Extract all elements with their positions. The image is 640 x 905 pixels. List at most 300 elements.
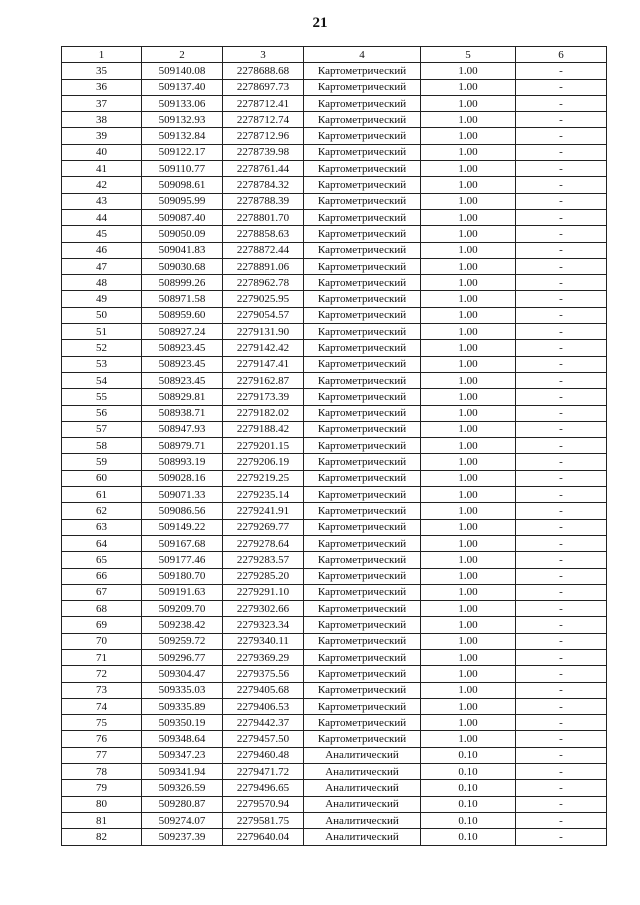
point-number-cell: 77 <box>62 747 142 763</box>
x-coordinate-cell: 509071.33 <box>142 487 223 503</box>
point-number-cell: 69 <box>62 617 142 633</box>
point-number-cell: 70 <box>62 633 142 649</box>
description-cell: - <box>516 764 607 780</box>
accuracy-cell: 1.00 <box>421 601 516 617</box>
method-cell: Картометрический <box>304 698 421 714</box>
table-row <box>62 796 607 812</box>
y-coordinate-cell: 2279182.02 <box>223 405 304 421</box>
point-number-cell: 51 <box>62 324 142 340</box>
y-coordinate-cell: 2278962.78 <box>223 275 304 291</box>
x-coordinate-cell: 508993.19 <box>142 454 223 470</box>
accuracy-cell: 1.00 <box>421 95 516 111</box>
method-cell: Картометрический <box>304 421 421 437</box>
accuracy-cell: 1.00 <box>421 487 516 503</box>
y-coordinate-cell: 2278872.44 <box>223 242 304 258</box>
method-cell: Картометрический <box>304 95 421 111</box>
x-coordinate-cell: 508971.58 <box>142 291 223 307</box>
accuracy-cell: 0.10 <box>421 764 516 780</box>
y-coordinate-cell: 2279375.56 <box>223 666 304 682</box>
accuracy-cell: 0.10 <box>421 780 516 796</box>
y-coordinate-cell: 2279340.11 <box>223 633 304 649</box>
y-coordinate-cell: 2278858.63 <box>223 226 304 242</box>
column-header: 5 <box>421 47 516 63</box>
table-row <box>62 715 607 731</box>
table-row <box>62 764 607 780</box>
y-coordinate-cell: 2279460.48 <box>223 747 304 763</box>
method-cell: Картометрический <box>304 568 421 584</box>
y-coordinate-cell: 2279147.41 <box>223 356 304 372</box>
table-row <box>62 405 607 421</box>
description-cell: - <box>516 698 607 714</box>
description-cell: - <box>516 389 607 405</box>
method-cell: Картометрический <box>304 666 421 682</box>
table-body <box>62 63 607 845</box>
description-cell: - <box>516 503 607 519</box>
table-row <box>62 307 607 323</box>
point-number-cell: 71 <box>62 649 142 665</box>
point-number-cell: 79 <box>62 780 142 796</box>
table-row <box>62 519 607 535</box>
table-row <box>62 128 607 144</box>
method-cell: Картометрический <box>304 389 421 405</box>
method-cell: Картометрический <box>304 340 421 356</box>
accuracy-cell: 1.00 <box>421 731 516 747</box>
accuracy-cell: 1.00 <box>421 666 516 682</box>
y-coordinate-cell: 2279406.53 <box>223 698 304 714</box>
accuracy-cell: 1.00 <box>421 291 516 307</box>
accuracy-cell: 1.00 <box>421 356 516 372</box>
description-cell: - <box>516 552 607 568</box>
method-cell: Картометрический <box>304 682 421 698</box>
method-cell: Аналитический <box>304 764 421 780</box>
y-coordinate-cell: 2278891.06 <box>223 258 304 274</box>
x-coordinate-cell: 509259.72 <box>142 633 223 649</box>
accuracy-cell: 1.00 <box>421 454 516 470</box>
y-coordinate-cell: 2278712.74 <box>223 112 304 128</box>
x-coordinate-cell: 509132.93 <box>142 112 223 128</box>
description-cell: - <box>516 535 607 551</box>
table-row <box>62 682 607 698</box>
table-row <box>62 633 607 649</box>
point-number-cell: 66 <box>62 568 142 584</box>
method-cell: Аналитический <box>304 796 421 812</box>
table-row <box>62 503 607 519</box>
table-row <box>62 666 607 682</box>
table-row <box>62 372 607 388</box>
y-coordinate-cell: 2279054.57 <box>223 307 304 323</box>
x-coordinate-cell: 509296.77 <box>142 649 223 665</box>
point-number-cell: 60 <box>62 470 142 486</box>
description-cell: - <box>516 470 607 486</box>
x-coordinate-cell: 509087.40 <box>142 209 223 225</box>
point-number-cell: 35 <box>62 63 142 79</box>
y-coordinate-cell: 2279323.34 <box>223 617 304 633</box>
table-row <box>62 242 607 258</box>
point-number-cell: 72 <box>62 666 142 682</box>
point-number-cell: 46 <box>62 242 142 258</box>
accuracy-cell: 0.10 <box>421 812 516 828</box>
x-coordinate-cell: 508923.45 <box>142 340 223 356</box>
x-coordinate-cell: 508923.45 <box>142 356 223 372</box>
method-cell: Картометрический <box>304 731 421 747</box>
description-cell: - <box>516 324 607 340</box>
point-number-cell: 59 <box>62 454 142 470</box>
point-number-cell: 50 <box>62 307 142 323</box>
method-cell: Картометрический <box>304 291 421 307</box>
y-coordinate-cell: 2279442.37 <box>223 715 304 731</box>
x-coordinate-cell: 509167.68 <box>142 535 223 551</box>
point-number-cell: 62 <box>62 503 142 519</box>
accuracy-cell: 1.00 <box>421 63 516 79</box>
table-row <box>62 747 607 763</box>
table-header-row <box>62 47 607 63</box>
accuracy-cell: 1.00 <box>421 112 516 128</box>
accuracy-cell: 1.00 <box>421 193 516 209</box>
point-number-cell: 63 <box>62 519 142 535</box>
accuracy-cell: 0.10 <box>421 747 516 763</box>
method-cell: Картометрический <box>304 519 421 535</box>
table-row <box>62 731 607 747</box>
description-cell: - <box>516 112 607 128</box>
point-number-cell: 73 <box>62 682 142 698</box>
description-cell: - <box>516 715 607 731</box>
accuracy-cell: 1.00 <box>421 226 516 242</box>
description-cell: - <box>516 405 607 421</box>
column-header: 2 <box>142 47 223 63</box>
method-cell: Картометрический <box>304 242 421 258</box>
y-coordinate-cell: 2279278.64 <box>223 535 304 551</box>
table-row <box>62 421 607 437</box>
table-row <box>62 226 607 242</box>
y-coordinate-cell: 2278739.98 <box>223 144 304 160</box>
x-coordinate-cell: 509149.22 <box>142 519 223 535</box>
table-row <box>62 177 607 193</box>
description-cell: - <box>516 568 607 584</box>
accuracy-cell: 1.00 <box>421 535 516 551</box>
point-number-cell: 64 <box>62 535 142 551</box>
x-coordinate-cell: 509347.23 <box>142 747 223 763</box>
accuracy-cell: 0.10 <box>421 829 516 845</box>
y-coordinate-cell: 2279269.77 <box>223 519 304 535</box>
description-cell: - <box>516 226 607 242</box>
accuracy-cell: 1.00 <box>421 698 516 714</box>
x-coordinate-cell: 509050.09 <box>142 226 223 242</box>
table-row <box>62 829 607 845</box>
point-number-cell: 81 <box>62 812 142 828</box>
description-cell: - <box>516 617 607 633</box>
point-number-cell: 74 <box>62 698 142 714</box>
point-number-cell: 75 <box>62 715 142 731</box>
point-number-cell: 42 <box>62 177 142 193</box>
description-cell: - <box>516 731 607 747</box>
x-coordinate-cell: 508938.71 <box>142 405 223 421</box>
point-number-cell: 45 <box>62 226 142 242</box>
accuracy-cell: 1.00 <box>421 405 516 421</box>
method-cell: Картометрический <box>304 209 421 225</box>
column-header: 3 <box>223 47 304 63</box>
accuracy-cell: 1.00 <box>421 617 516 633</box>
y-coordinate-cell: 2279142.42 <box>223 340 304 356</box>
accuracy-cell: 1.00 <box>421 503 516 519</box>
point-number-cell: 41 <box>62 161 142 177</box>
x-coordinate-cell: 508927.24 <box>142 324 223 340</box>
column-header: 4 <box>304 47 421 63</box>
method-cell: Картометрический <box>304 487 421 503</box>
page-number: 21 <box>312 15 328 31</box>
accuracy-cell: 1.00 <box>421 242 516 258</box>
description-cell: - <box>516 307 607 323</box>
y-coordinate-cell: 2279405.68 <box>223 682 304 698</box>
accuracy-cell: 1.00 <box>421 340 516 356</box>
y-coordinate-cell: 2279285.20 <box>223 568 304 584</box>
accuracy-cell: 1.00 <box>421 649 516 665</box>
description-cell: - <box>516 242 607 258</box>
y-coordinate-cell: 2278784.32 <box>223 177 304 193</box>
y-coordinate-cell: 2279025.95 <box>223 291 304 307</box>
accuracy-cell: 1.00 <box>421 389 516 405</box>
accuracy-cell: 1.00 <box>421 177 516 193</box>
method-cell: Картометрический <box>304 617 421 633</box>
point-number-cell: 52 <box>62 340 142 356</box>
method-cell: Картометрический <box>304 584 421 600</box>
table-row <box>62 780 607 796</box>
accuracy-cell: 1.00 <box>421 519 516 535</box>
accuracy-cell: 1.00 <box>421 209 516 225</box>
accuracy-cell: 1.00 <box>421 568 516 584</box>
point-number-cell: 49 <box>62 291 142 307</box>
x-coordinate-cell: 508923.45 <box>142 372 223 388</box>
description-cell: - <box>516 666 607 682</box>
x-coordinate-cell: 509274.07 <box>142 812 223 828</box>
x-coordinate-cell: 509030.68 <box>142 258 223 274</box>
x-coordinate-cell: 509137.40 <box>142 79 223 95</box>
y-coordinate-cell: 2279369.29 <box>223 649 304 665</box>
x-coordinate-cell: 509237.39 <box>142 829 223 845</box>
y-coordinate-cell: 2279457.50 <box>223 731 304 747</box>
description-cell: - <box>516 95 607 111</box>
y-coordinate-cell: 2279496.65 <box>223 780 304 796</box>
accuracy-cell: 1.00 <box>421 372 516 388</box>
x-coordinate-cell: 509133.06 <box>142 95 223 111</box>
table-row <box>62 698 607 714</box>
point-number-cell: 78 <box>62 764 142 780</box>
x-coordinate-cell: 509098.61 <box>142 177 223 193</box>
x-coordinate-cell: 509191.63 <box>142 584 223 600</box>
y-coordinate-cell: 2278712.41 <box>223 95 304 111</box>
table-row <box>62 487 607 503</box>
method-cell: Аналитический <box>304 812 421 828</box>
point-number-cell: 48 <box>62 275 142 291</box>
table-row <box>62 324 607 340</box>
description-cell: - <box>516 161 607 177</box>
x-coordinate-cell: 509238.42 <box>142 617 223 633</box>
accuracy-cell: 1.00 <box>421 144 516 160</box>
table-row <box>62 356 607 372</box>
method-cell: Картометрический <box>304 112 421 128</box>
table-row <box>62 258 607 274</box>
y-coordinate-cell: 2279283.57 <box>223 552 304 568</box>
description-cell: - <box>516 421 607 437</box>
table-row <box>62 552 607 568</box>
method-cell: Картометрический <box>304 454 421 470</box>
method-cell: Картометрический <box>304 226 421 242</box>
x-coordinate-cell: 509122.17 <box>142 144 223 160</box>
table-row <box>62 649 607 665</box>
description-cell: - <box>516 209 607 225</box>
x-coordinate-cell: 509140.08 <box>142 63 223 79</box>
point-number-cell: 36 <box>62 79 142 95</box>
accuracy-cell: 1.00 <box>421 552 516 568</box>
y-coordinate-cell: 2279235.14 <box>223 487 304 503</box>
y-coordinate-cell: 2279291.10 <box>223 584 304 600</box>
x-coordinate-cell: 509041.83 <box>142 242 223 258</box>
description-cell: - <box>516 193 607 209</box>
description-cell: - <box>516 356 607 372</box>
method-cell: Картометрический <box>304 177 421 193</box>
description-cell: - <box>516 633 607 649</box>
method-cell: Картометрический <box>304 601 421 617</box>
table-row <box>62 340 607 356</box>
x-coordinate-cell: 509177.46 <box>142 552 223 568</box>
description-cell: - <box>516 454 607 470</box>
table-row <box>62 812 607 828</box>
description-cell: - <box>516 144 607 160</box>
y-coordinate-cell: 2279640.04 <box>223 829 304 845</box>
description-cell: - <box>516 682 607 698</box>
table-row <box>62 63 607 79</box>
point-number-cell: 55 <box>62 389 142 405</box>
method-cell: Аналитический <box>304 747 421 763</box>
x-coordinate-cell: 509304.47 <box>142 666 223 682</box>
description-cell: - <box>516 258 607 274</box>
accuracy-cell: 1.00 <box>421 161 516 177</box>
coordinates-table <box>61 46 607 846</box>
column-header: 1 <box>62 47 142 63</box>
table-row <box>62 161 607 177</box>
y-coordinate-cell: 2279131.90 <box>223 324 304 340</box>
x-coordinate-cell: 509086.56 <box>142 503 223 519</box>
table-row <box>62 617 607 633</box>
y-coordinate-cell: 2278688.68 <box>223 63 304 79</box>
point-number-cell: 82 <box>62 829 142 845</box>
x-coordinate-cell: 509335.89 <box>142 698 223 714</box>
description-cell: - <box>516 584 607 600</box>
x-coordinate-cell: 508959.60 <box>142 307 223 323</box>
point-number-cell: 61 <box>62 487 142 503</box>
y-coordinate-cell: 2279201.15 <box>223 438 304 454</box>
point-number-cell: 58 <box>62 438 142 454</box>
method-cell: Картометрический <box>304 193 421 209</box>
accuracy-cell: 1.00 <box>421 275 516 291</box>
description-cell: - <box>516 829 607 845</box>
description-cell: - <box>516 128 607 144</box>
y-coordinate-cell: 2279302.66 <box>223 601 304 617</box>
accuracy-cell: 1.00 <box>421 307 516 323</box>
x-coordinate-cell: 509132.84 <box>142 128 223 144</box>
table-row <box>62 470 607 486</box>
point-number-cell: 54 <box>62 372 142 388</box>
y-coordinate-cell: 2279581.75 <box>223 812 304 828</box>
y-coordinate-cell: 2279241.91 <box>223 503 304 519</box>
x-coordinate-cell: 508947.93 <box>142 421 223 437</box>
table-row <box>62 601 607 617</box>
method-cell: Картометрический <box>304 552 421 568</box>
point-number-cell: 57 <box>62 421 142 437</box>
accuracy-cell: 1.00 <box>421 715 516 731</box>
description-cell: - <box>516 79 607 95</box>
description-cell: - <box>516 796 607 812</box>
x-coordinate-cell: 509348.64 <box>142 731 223 747</box>
method-cell: Картометрический <box>304 144 421 160</box>
accuracy-cell: 1.00 <box>421 584 516 600</box>
description-cell: - <box>516 438 607 454</box>
description-cell: - <box>516 177 607 193</box>
table-row <box>62 144 607 160</box>
table-row <box>62 389 607 405</box>
method-cell: Картометрический <box>304 161 421 177</box>
accuracy-cell: 1.00 <box>421 633 516 649</box>
method-cell: Картометрический <box>304 258 421 274</box>
method-cell: Картометрический <box>304 324 421 340</box>
accuracy-cell: 1.00 <box>421 470 516 486</box>
table-row <box>62 275 607 291</box>
x-coordinate-cell: 509180.70 <box>142 568 223 584</box>
description-cell: - <box>516 63 607 79</box>
description-cell: - <box>516 372 607 388</box>
method-cell: Картометрический <box>304 79 421 95</box>
method-cell: Картометрический <box>304 633 421 649</box>
point-number-cell: 44 <box>62 209 142 225</box>
method-cell: Картометрический <box>304 356 421 372</box>
accuracy-cell: 1.00 <box>421 682 516 698</box>
x-coordinate-cell: 509350.19 <box>142 715 223 731</box>
x-coordinate-cell: 508999.26 <box>142 275 223 291</box>
x-coordinate-cell: 508979.71 <box>142 438 223 454</box>
table-row <box>62 112 607 128</box>
method-cell: Картометрический <box>304 372 421 388</box>
y-coordinate-cell: 2278697.73 <box>223 79 304 95</box>
accuracy-cell: 1.00 <box>421 128 516 144</box>
table-row <box>62 95 607 111</box>
y-coordinate-cell: 2279219.25 <box>223 470 304 486</box>
description-cell: - <box>516 519 607 535</box>
description-cell: - <box>516 275 607 291</box>
x-coordinate-cell: 509095.99 <box>142 193 223 209</box>
y-coordinate-cell: 2278712.96 <box>223 128 304 144</box>
y-coordinate-cell: 2279471.72 <box>223 764 304 780</box>
table-row <box>62 584 607 600</box>
point-number-cell: 76 <box>62 731 142 747</box>
y-coordinate-cell: 2278761.44 <box>223 161 304 177</box>
accuracy-cell: 1.00 <box>421 79 516 95</box>
x-coordinate-cell: 509335.03 <box>142 682 223 698</box>
method-cell: Картометрический <box>304 470 421 486</box>
x-coordinate-cell: 509110.77 <box>142 161 223 177</box>
point-number-cell: 40 <box>62 144 142 160</box>
point-number-cell: 37 <box>62 95 142 111</box>
table-row <box>62 209 607 225</box>
method-cell: Картометрический <box>304 649 421 665</box>
method-cell: Картометрический <box>304 535 421 551</box>
method-cell: Картометрический <box>304 63 421 79</box>
description-cell: - <box>516 780 607 796</box>
method-cell: Картометрический <box>304 405 421 421</box>
y-coordinate-cell: 2279206.19 <box>223 454 304 470</box>
description-cell: - <box>516 487 607 503</box>
point-number-cell: 38 <box>62 112 142 128</box>
y-coordinate-cell: 2278801.70 <box>223 209 304 225</box>
table-row <box>62 454 607 470</box>
